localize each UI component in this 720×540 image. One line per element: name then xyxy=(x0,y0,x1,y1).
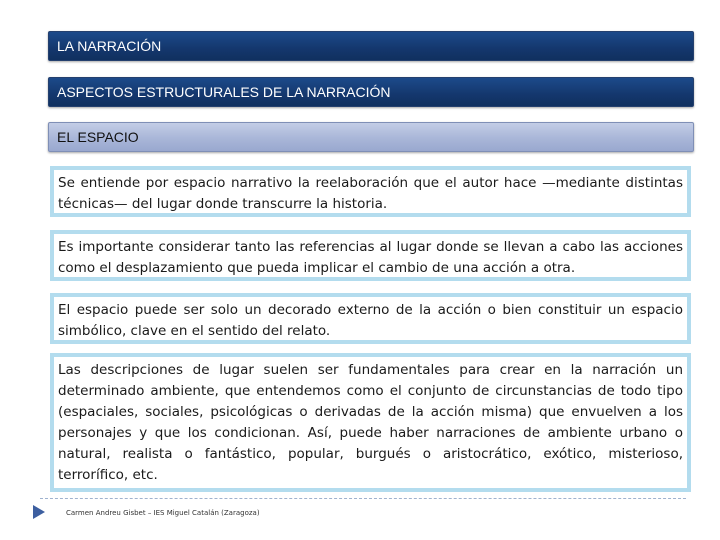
paragraph-text: El espacio puede ser solo un decorado externo de la acción o bien constituir un espacio simbólico, clave en el sentido del relato. xyxy=(58,302,683,339)
paragraph-text: Se entiende por espacio narrativo la reelaboración que el autor hace —mediante distintas técnicas— del lugar donde transcurre la historia. xyxy=(58,175,683,212)
section-text: EL ESPACIO xyxy=(57,129,139,145)
footer-credit: Carmen Andreu Gisbet – IES Miguel Catalán (Zaragoza) xyxy=(66,509,260,517)
paragraph-box-1 xyxy=(50,166,691,217)
subtitle-text: ASPECTOS ESTRUCTURALES DE LA NARRACIÓN xyxy=(57,84,391,100)
section-bar xyxy=(48,122,694,152)
paragraph-box-2 xyxy=(50,230,691,281)
title-text: LA NARRACIÓN xyxy=(57,38,162,54)
footer-divider xyxy=(40,498,686,499)
paragraph-box-3 xyxy=(50,293,691,344)
paragraph-text: Es importante considerar tanto las referencias al lugar donde se llevan a cabo las acciones como el desplazamiento que pueda implicar el cambio de una acción a otra. xyxy=(58,239,683,276)
subtitle-bar xyxy=(48,77,694,107)
title-bar xyxy=(48,31,694,61)
triangle-arrow-icon xyxy=(33,505,45,519)
paragraph-box-4 xyxy=(50,353,691,492)
paragraph-text: Las descripciones de lugar suelen ser fundamentales para crear en la narración un determinado ambiente, que entendemos como el conjunto de circunstancias de todo tipo (espaciales, sociales, psicológicas o derivadas de la acción misma) que envuelven a los personajes y que los condicionan. Así, puede haber narraciones de ambiente urbano o natural, realista o fantástico, popular, burgués o aristocrático, exótico, misterioso, terrorífico, etc. xyxy=(58,362,683,483)
